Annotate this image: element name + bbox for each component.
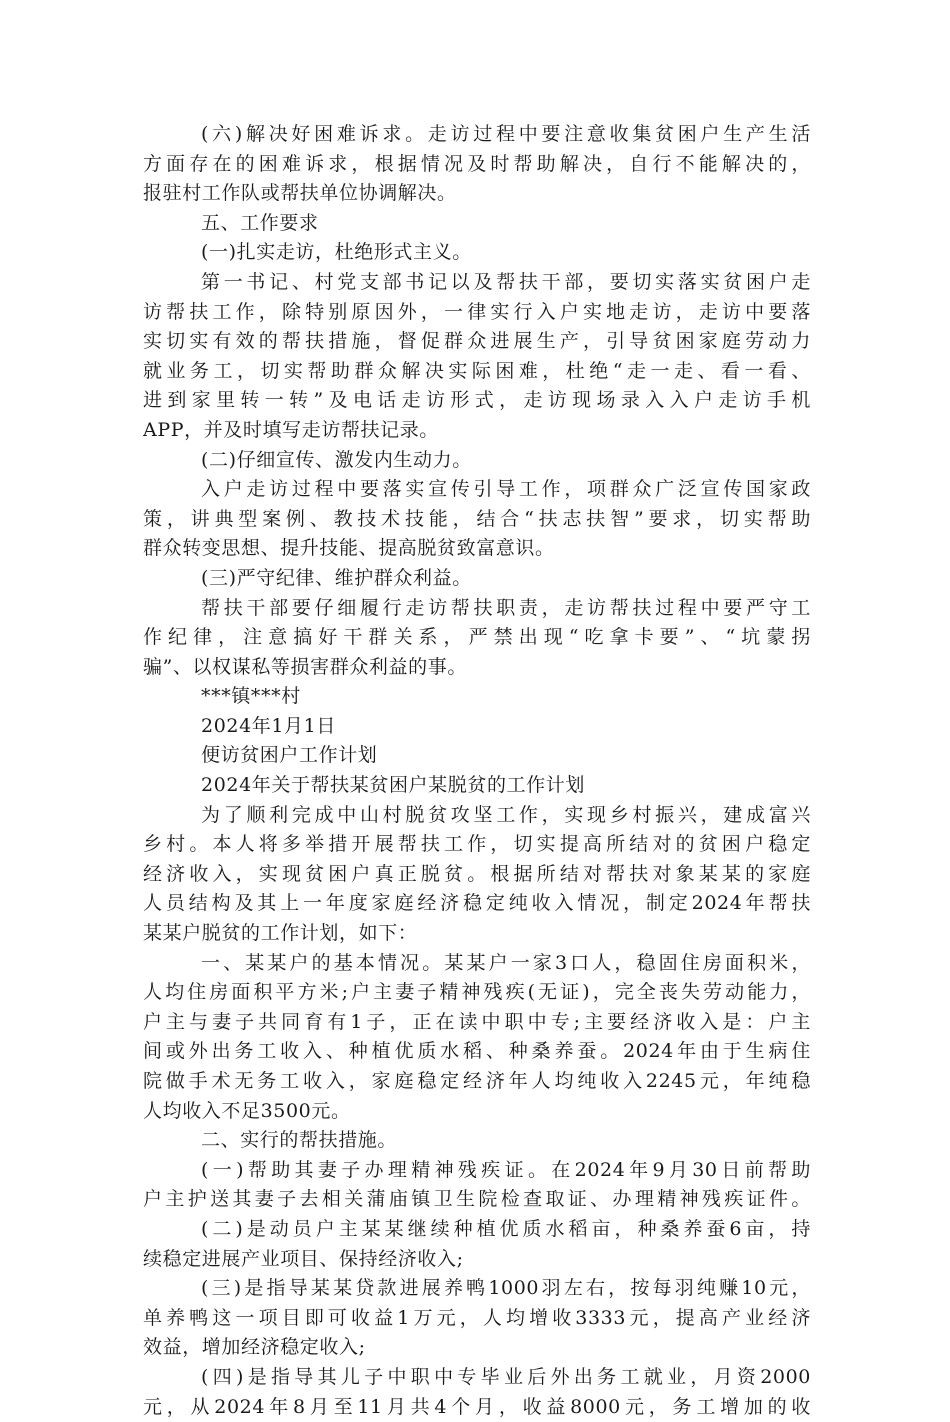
text-line: 乡村。本人将多举措开展帮扶工作，切实提高所结对的贫困户稳定 [143, 833, 811, 856]
text-line: 2024年关于帮扶某贫困户某脱贫的工作计划 [201, 774, 585, 797]
text-line: 访帮扶工作，除特别原因外，一律实行入户实地走访，走访中要落 [143, 300, 811, 323]
text-line: 实切实有效的帮扶措施，督促群众进展生产，引导贫困家庭劳动力 [143, 330, 811, 353]
text-line: 为了顺利完成中山村脱贫攻坚工作，实现乡村振兴，建成富兴 [201, 803, 811, 826]
text-line: 某某户脱贫的工作计划，如下： [143, 922, 418, 945]
text-line: 骗”、以权谋私等损害群众利益的事。 [143, 655, 467, 678]
text-line: 帮扶干部要仔细履行走访帮扶职责，走访帮扶过程中要严守工 [201, 596, 811, 619]
text-line: 院做手术无务工收入，家庭稳定经济年人均纯收入2245元，年纯稳 [143, 1070, 811, 1092]
text-line: 间或外出务工收入、种植优质水稻、种桑养蚕。2024年由于生病住 [143, 1040, 811, 1063]
text-line: 效益，增加经济稳定收入; [143, 1336, 366, 1359]
text-line: 元，从2024年8月至11月共4个月，收益8000元，务工增加的收 [143, 1395, 811, 1418]
text-line: 五、工作要求 [201, 211, 319, 234]
text-line: (二)仔细宣传、激发内生动力。 [201, 448, 472, 471]
text-line: 第一书记、村党支部书记以及帮扶干部，要切实落实贫困户走 [201, 270, 811, 293]
text-line: 便访贫困户工作计划 [201, 744, 378, 767]
text-line: 人均收入不足3500元。 [143, 1099, 351, 1122]
text-line: 续稳定进展产业项目、保持经济收入; [143, 1247, 464, 1270]
text-line: 二、实行的帮扶措施。 [201, 1129, 398, 1152]
text-line: 就业务工，切实帮助群众解决实际困难，杜绝“走一走、看一看、 [143, 359, 811, 382]
text-line: 群众转变思想、提升技能、提高脱贫致富意识。 [143, 537, 555, 560]
text-line: (一)扎实走访，杜绝形式主义。 [201, 241, 472, 264]
text-line: 一、某某户的基本情况。某某户一家3口人，稳固住房面积米， [201, 951, 811, 974]
text-line: 人员结构及其上一年度家庭经济稳定纯收入情况，制定2024年帮扶 [143, 892, 811, 915]
document-body [143, 120, 811, 1422]
text-line: 进到家里转一转”及电话走访形式，走访现场录入入户走访手机 [143, 389, 811, 412]
text-line: APP，并及时填写走访帮扶记录。 [143, 418, 439, 441]
text-line: (三)严守纪律、维护群众利益。 [201, 566, 472, 589]
text-line: (六)解决好困难诉求。走访过程中要注意收集贫困户生产生活 [201, 123, 811, 145]
text-line: (二)是动员户主某某继续种植优质水稻亩，种桑养蚕6亩，持 [201, 1217, 811, 1240]
text-line: 方面存在的困难诉求，根据情况及时帮助解决，自行不能解决的， [143, 152, 811, 175]
text-line: (一)帮助其妻子办理精神残疾证。在2024年9月30日前帮助 [201, 1158, 811, 1181]
text-line: 户主护送其妻子去相关蒲庙镇卫生院检查取证、办理精神残疾证件。 [143, 1188, 811, 1211]
text-line: (四)是指导其儿子中职中专毕业后外出务工就业，月资2000 [201, 1365, 811, 1388]
text-line: 单养鸭这一项目即可收益1万元，人均增收3333元，提高产业经济 [143, 1306, 811, 1329]
text-line: 经济收入，实现贫困户真正脱贫。根据所结对帮扶对象某某的家庭 [143, 862, 811, 885]
text-line: (三)是指导某某贷款进展养鸭1000羽左右，按每羽纯赚10元， [201, 1277, 811, 1300]
text-line: 入户走访过程中要落实宣传引导工作，项群众广泛宣传国家政 [201, 478, 811, 501]
text-line: 人均住房面积平方米;户主妻子精神残疾(无证)，完全丧失劳动能力， [143, 981, 811, 1004]
text-line: 2024年1月1日 [201, 714, 336, 737]
text-line: 户主与妻子共同育有1子，正在读中职中专;主要经济收入是：户主 [143, 1010, 811, 1033]
text-line: 报驻村工作队或帮扶单位协调解决。 [143, 182, 457, 205]
text-line: 策，讲典型案例、教技术技能，结合“扶志扶智”要求，切实帮助 [143, 507, 811, 530]
text-line: 作纪律，注意搞好干群关系，严禁出现“吃拿卡要”、“坑蒙拐 [143, 626, 811, 649]
text-line: ***镇***村 [201, 685, 301, 708]
